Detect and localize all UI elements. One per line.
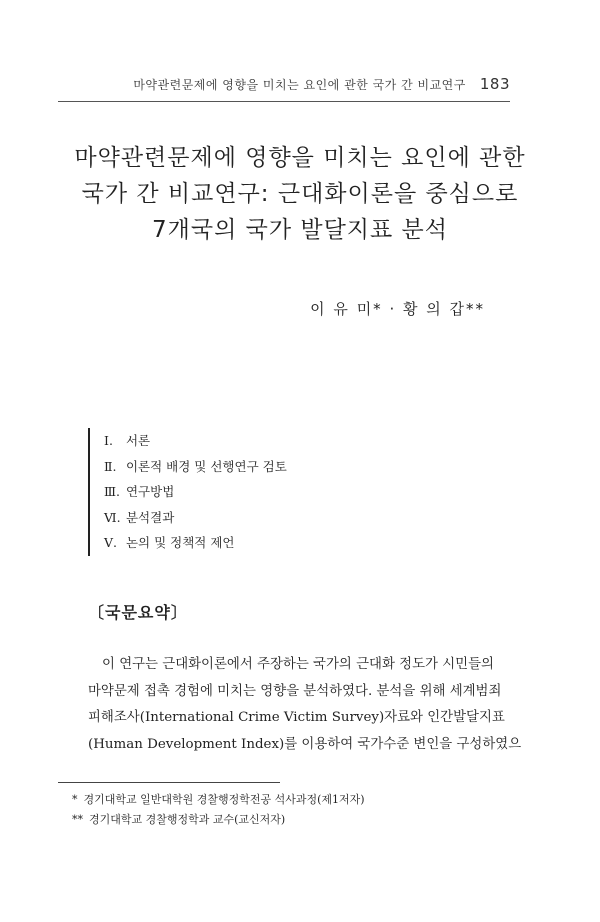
toc-item-label: 논의 및 정책적 제언 <box>125 535 235 550</box>
footnote-text: 경기대학교 일반대학원 경찰행정학전공 석사과정(제1저자) <box>83 793 365 806</box>
footnotes <box>72 790 512 830</box>
paper-title <box>40 140 560 248</box>
abstract-line: 이 연구는 근대화이론에서 주장하는 국가의 근대화 정도가 시민들의 <box>102 657 494 672</box>
toc-item-number: Ⅰ. <box>104 433 113 448</box>
toc-item <box>104 428 404 454</box>
toc-item-label: 연구방법 <box>125 484 175 499</box>
footnote <box>72 810 512 830</box>
footnote-text: 경기대학교 경찰행정학과 교수(교신저자) <box>89 813 286 826</box>
table-of-contents <box>88 428 404 556</box>
title-line-3: 7개국의 국가 발달지표 분석 <box>152 217 448 243</box>
toc-item-label: 이론적 배경 및 선행연구 검토 <box>125 458 287 474</box>
title-line-2: 국가 간 비교연구: 근대화이론을 중심으로 <box>81 181 519 207</box>
toc-item-number: Ⅲ. <box>104 484 121 499</box>
running-head <box>0 75 510 99</box>
toc-item <box>104 454 404 480</box>
abstract-line: (Human Development Index)를 이용하여 국가수준 변인을 구성하였으 <box>88 736 522 752</box>
abstract-heading: 〔국문요약〕 <box>88 603 188 622</box>
author-line: 이 유 미* · 황 의 갑** <box>310 300 485 318</box>
abstract-line: 마약문제 접촉 경험에 미치는 영향을 분석하였다. 분석을 위해 세계범죄 <box>88 683 502 699</box>
title-line-1: 마약관련문제에 영향을 미치는 요인에 관한 <box>74 145 526 171</box>
abstract-body <box>88 652 522 758</box>
toc-item <box>104 530 404 556</box>
abstract-line: 피해조사(International Crime Victim Survey)자료와 인간발달지표 <box>88 710 505 725</box>
toc-item-number: Ⅵ. <box>104 509 121 525</box>
footnote-mark: * <box>72 793 78 806</box>
toc-item-number: Ⅴ. <box>104 535 118 550</box>
footnote <box>72 790 512 810</box>
running-head-title: 마약관련문제에 영향을 미치는 요인에 관한 국가 간 비교연구 <box>133 78 466 92</box>
toc-item <box>104 505 404 531</box>
footnote-rule <box>58 782 280 783</box>
toc-item-label: 분석결과 <box>125 509 175 525</box>
toc-item-label: 서론 <box>125 433 151 448</box>
page-number: 183 <box>479 75 510 93</box>
toc-item <box>104 479 404 505</box>
toc-item-number: Ⅱ. <box>104 458 117 474</box>
header-rule <box>58 101 510 102</box>
footnote-mark: ** <box>72 813 83 826</box>
